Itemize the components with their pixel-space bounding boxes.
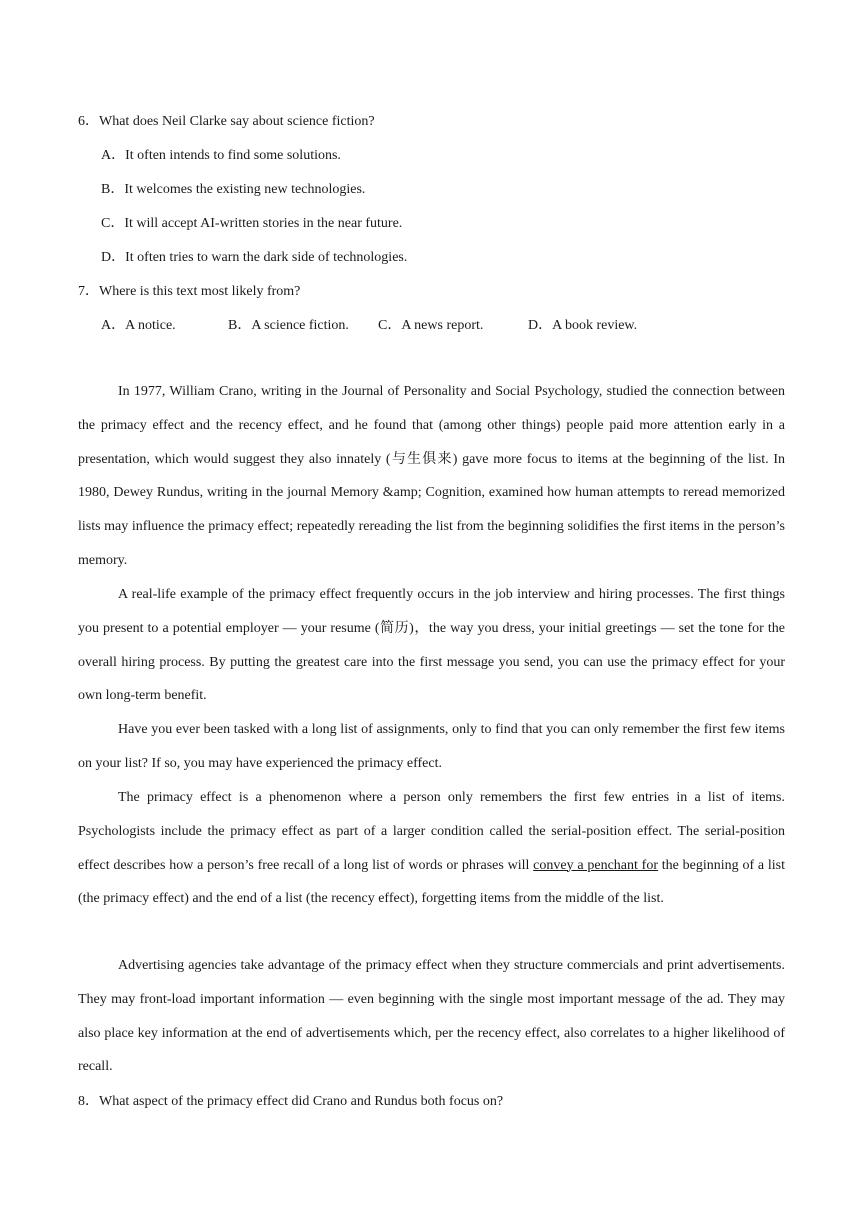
passage-paragraph-3: Have you ever been tasked with a long list of assignments, only to find that you can only remember the first few items on your list? If so, you may have experienced the primacy effect. (78, 722, 785, 771)
question-7-option-c: C．A news report. (378, 318, 484, 333)
paragraph-4-text-after: the beginning of a list (the primacy effect) and the end of a list (the recency effect), forgetting items from the middle of the list. (78, 857, 785, 907)
question-6-option-a: A．It often intends to find some solutions. (101, 148, 341, 163)
question-6-option-b: B．It welcomes the existing new technologies. (101, 182, 366, 197)
question-7-option-a: A．A notice. (101, 318, 176, 333)
underlined-phrase: convey a penchant for (533, 857, 659, 873)
passage-paragraph-5: Advertising agencies take advantage of the primacy effect when they structure commercials and print advertisements. They may front-load important information — even beginning with the single most important message of the ad. They may also place key information at the end of advertisements which, per the recency effect, also correlates to a higher likelihood of recall. (78, 958, 785, 1075)
question-6-stem: 6．What does Neil Clarke say about science fiction? (78, 114, 375, 129)
passage-paragraph-2: A real-life example of the primacy effect frequently occurs in the job interview and hiring processes. The first things you present to a potential employer — your resume (简历)，the way you dress, your initial greetings — set the tone for the overall hiring process. By putting the greatest care into the first message you send, you can use the primacy effect for your own long-term benefit. (78, 587, 785, 704)
question-7-option-b: B．A science fiction. (228, 318, 349, 333)
passage-paragraph-1: In 1977, William Crano, writing in the Journal of Personality and Social Psychology, studied the connection between the primacy effect and the recency effect, and he found that (among other things) people paid more attention early in a presentation, which would suggest they also innately (与生俱来) gave more focus to items at the beginning of the list. In 1980, Dewey Rundus, writing in the journal Memory &amp; Cognition, examined how human attempts to reread memorized lists may influence the primacy effect; repeatedly rereading the list from the beginning solidifies the first items in the person’s memory. (78, 384, 785, 568)
question-6-option-c: C．It will accept AI-written stories in the near future. (101, 216, 403, 231)
question-6-option-d: D．It often tries to warn the dark side of technologies. (101, 250, 408, 265)
question-7-stem: 7．Where is this text most likely from? (78, 284, 301, 299)
paragraph-4-text-before: The primacy effect is a phenomenon where a person only remembers the first few entries in a list of items. Psychologists include the primacy effect as part of a larger condition called the serial-position effect. The serial-position effect describes how a person’s free recall of a long list of words or phrases will (78, 790, 785, 873)
question-8-stem: 8．What aspect of the primacy effect did Crano and Rundus both focus on? (78, 1094, 504, 1109)
passage-paragraph-4 (78, 781, 785, 916)
question-7-option-d: D．A book review. (528, 318, 638, 333)
